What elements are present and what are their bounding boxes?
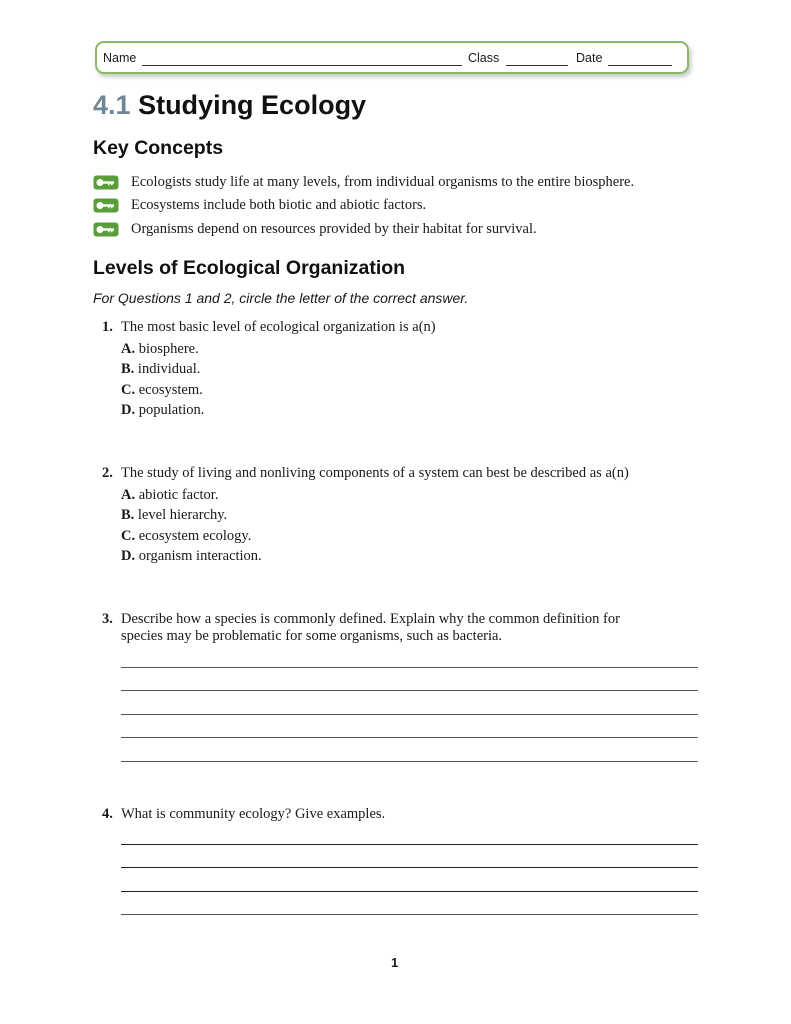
question-text: The most basic level of ecological organization is a(n) bbox=[121, 319, 436, 335]
student-info-box bbox=[95, 41, 689, 74]
answer-line[interactable] bbox=[121, 737, 698, 738]
question-number: 1. bbox=[102, 319, 113, 335]
option-c[interactable] bbox=[121, 382, 203, 399]
answer-line[interactable] bbox=[121, 914, 698, 915]
section-heading: Levels of Ecological Organization bbox=[93, 257, 406, 279]
key-concept-text: Ecologists study life at many levels, from individual organisms to the entire biosphere. bbox=[131, 173, 635, 190]
option-a[interactable] bbox=[121, 487, 218, 504]
section-title: Studying Ecology bbox=[138, 90, 367, 120]
option-letter: B. bbox=[121, 361, 135, 377]
option-text: ecosystem ecology. bbox=[138, 528, 252, 544]
option-text: ecosystem. bbox=[138, 382, 203, 398]
name-label: Name bbox=[103, 51, 137, 65]
question-number: 3. bbox=[102, 611, 113, 627]
date-label: Date bbox=[576, 51, 603, 65]
option-d[interactable] bbox=[121, 402, 204, 419]
question-number: 4. bbox=[102, 806, 113, 822]
question-text: What is community ecology? Give examples. bbox=[121, 806, 386, 822]
option-text: abiotic factor. bbox=[138, 487, 219, 503]
key-concept-item bbox=[93, 219, 537, 239]
option-letter: C. bbox=[121, 382, 136, 398]
key-icon bbox=[93, 198, 119, 213]
section-number: 4.1 bbox=[93, 90, 131, 120]
option-text: organism interaction. bbox=[138, 548, 262, 564]
class-label: Class bbox=[468, 51, 500, 65]
option-text: biosphere. bbox=[138, 341, 199, 357]
answer-line[interactable] bbox=[121, 867, 698, 868]
option-b[interactable] bbox=[121, 507, 227, 524]
page-title bbox=[93, 90, 366, 121]
key-concept-text: Ecosystems include both biotic and abiotic factors. bbox=[131, 196, 427, 213]
option-text: individual. bbox=[137, 361, 201, 377]
option-text: population. bbox=[138, 402, 205, 418]
option-letter: D. bbox=[121, 548, 136, 564]
key-concept-item bbox=[93, 195, 426, 215]
option-letter: C. bbox=[121, 528, 136, 544]
option-d[interactable] bbox=[121, 548, 262, 565]
option-c[interactable] bbox=[121, 528, 251, 545]
option-letter: D. bbox=[121, 402, 136, 418]
instructions: For Questions 1 and 2, circle the letter of the correct answer. bbox=[93, 290, 469, 306]
answer-line[interactable] bbox=[121, 844, 698, 845]
option-letter: A. bbox=[121, 487, 136, 503]
question-number: 2. bbox=[102, 465, 113, 481]
option-a[interactable] bbox=[121, 341, 199, 358]
key-concept-item bbox=[93, 172, 634, 192]
answer-line[interactable] bbox=[121, 714, 698, 715]
question-text: The study of living and nonliving components of a system can best be described as a(n) bbox=[121, 465, 629, 481]
date-field[interactable] bbox=[608, 65, 672, 66]
key-icon bbox=[93, 175, 119, 190]
option-b[interactable] bbox=[121, 361, 200, 378]
option-text: level hierarchy. bbox=[137, 507, 228, 523]
page-number: 1 bbox=[391, 955, 399, 970]
answer-line[interactable] bbox=[121, 891, 698, 892]
key-concepts-heading: Key Concepts bbox=[93, 137, 224, 159]
key-concept-text: Organisms depend on resources provided by their habitat for survival. bbox=[131, 220, 537, 237]
key-icon bbox=[93, 222, 119, 237]
class-field[interactable] bbox=[506, 65, 568, 66]
answer-line[interactable] bbox=[121, 761, 698, 762]
option-letter: B. bbox=[121, 507, 135, 523]
answer-line[interactable] bbox=[121, 690, 698, 691]
answer-line[interactable] bbox=[121, 667, 698, 668]
name-field[interactable] bbox=[142, 65, 462, 66]
option-letter: A. bbox=[121, 341, 136, 357]
question-text: Describe how a species is commonly defined. Explain why the common definition for species may be problematic for some organisms, such as bacteria. bbox=[121, 611, 620, 644]
